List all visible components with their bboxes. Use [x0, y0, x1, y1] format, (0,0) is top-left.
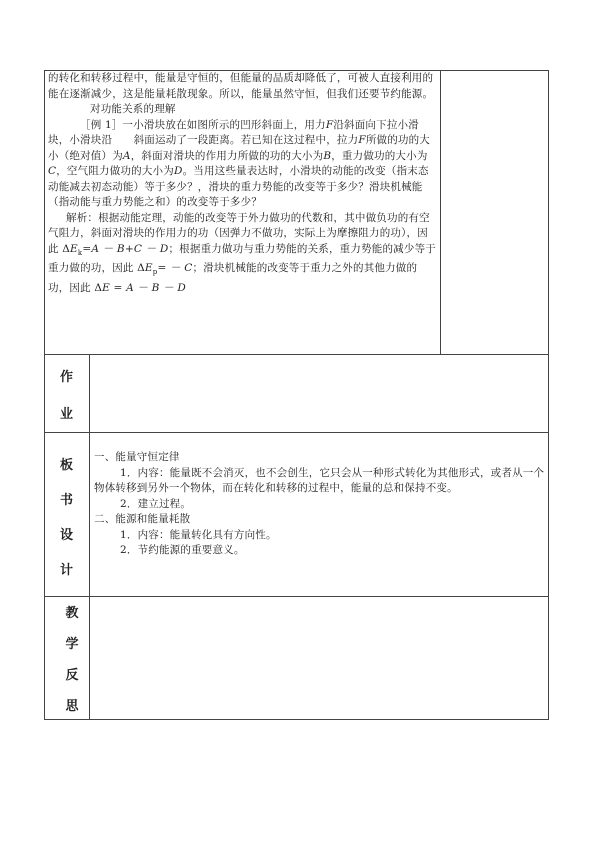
content-cell: [48, 71, 436, 296]
board-line-3: 2．建立过程。: [120, 497, 192, 510]
board-label-char-2: 书: [59, 493, 73, 508]
homework-label-char-2: 业: [59, 407, 73, 422]
board-label-char-4: 计: [59, 563, 73, 578]
section-title: 对功能关系的理解: [90, 103, 176, 115]
board-line-6: 2．节约能源的重要意义。: [120, 544, 245, 556]
board-design-label: [44, 454, 89, 578]
row-divider-2: [44, 432, 549, 433]
content-right-divider: [440, 70, 441, 354]
board-line-1: 一、能量守恒定律: [94, 451, 180, 463]
board-label-char-1: 板: [59, 458, 73, 473]
lesson-plan-table: [44, 70, 549, 720]
row-divider-3: [44, 596, 549, 597]
example-question: ［例 1］一小滑块放在如图所示的凹形斜面上，用力F沿斜面向下拉小滑块，小滑块沿 斜面运动了一段距离。若已知在这过程中，拉力F所做的功的大小（绝对值）为A，斜面对滑块的作用力所做的功的大小为B，重力做功的大小为C，空气阻力做功的大小为D。当用这些量表达时，小滑块的动能的改变（指末态动能减去初态动能）等于多少？，滑块的重力势能的改变等于多少？滑块机械能（指动能与重力势能之和）的改变等于多少？: [48, 118, 431, 208]
board-line-2: 1．内容：能量既不会消灭，也不会创生，它只会从一种形式转化为其他形式，或者从一个物体转移到另外一个物体，而在转化和转移的过程中，能量的总和保持不变。: [94, 466, 545, 494]
reflection-label-char-4: 思: [65, 699, 79, 714]
table-border-bottom: [44, 719, 549, 720]
homework-label: [44, 366, 89, 422]
reflection-label-char-3: 反: [65, 668, 79, 683]
content-paragraph-1: 的转化和转移过程中，能量是守恒的，但能量的品质却降低了，可被人直接利用的能在逐渐减少，这是能量耗散现象。所以，能量虽然守恒，但我们还要节约能源。: [48, 72, 434, 100]
table-border-right: [548, 70, 549, 720]
board-label-char-3: 设: [59, 528, 73, 543]
row-divider-1: [44, 354, 549, 355]
reflection-label-char-2: 学: [65, 637, 79, 652]
teaching-reflection-label: [44, 602, 100, 714]
board-line-4: 二、能源和能量耗散: [94, 513, 191, 525]
analysis-paragraph: 解析：根据动能定理，动能的改变等于外力做功的代数和，其中做负功的有空气阻力，斜面对滑块的作用力的功（因弹力不做功，实际上为摩擦阻力的功），因此 $\Delta E_k=A - B+C - D$；根据重力做功与重力势能的关系，重力势能的减少等于重力做的功，因此 $\Delta E_p= - C$；滑块机械能的改变等于重力之外的其他力做的功，因此 ΔE = A － B － D: [48, 211, 436, 294]
reflection-label-char-1: 教: [65, 606, 79, 621]
board-line-5: 1．内容：能量转化具有方向性。: [120, 528, 277, 541]
homework-label-char-1: 作: [59, 370, 73, 385]
board-design-content: [94, 450, 546, 559]
